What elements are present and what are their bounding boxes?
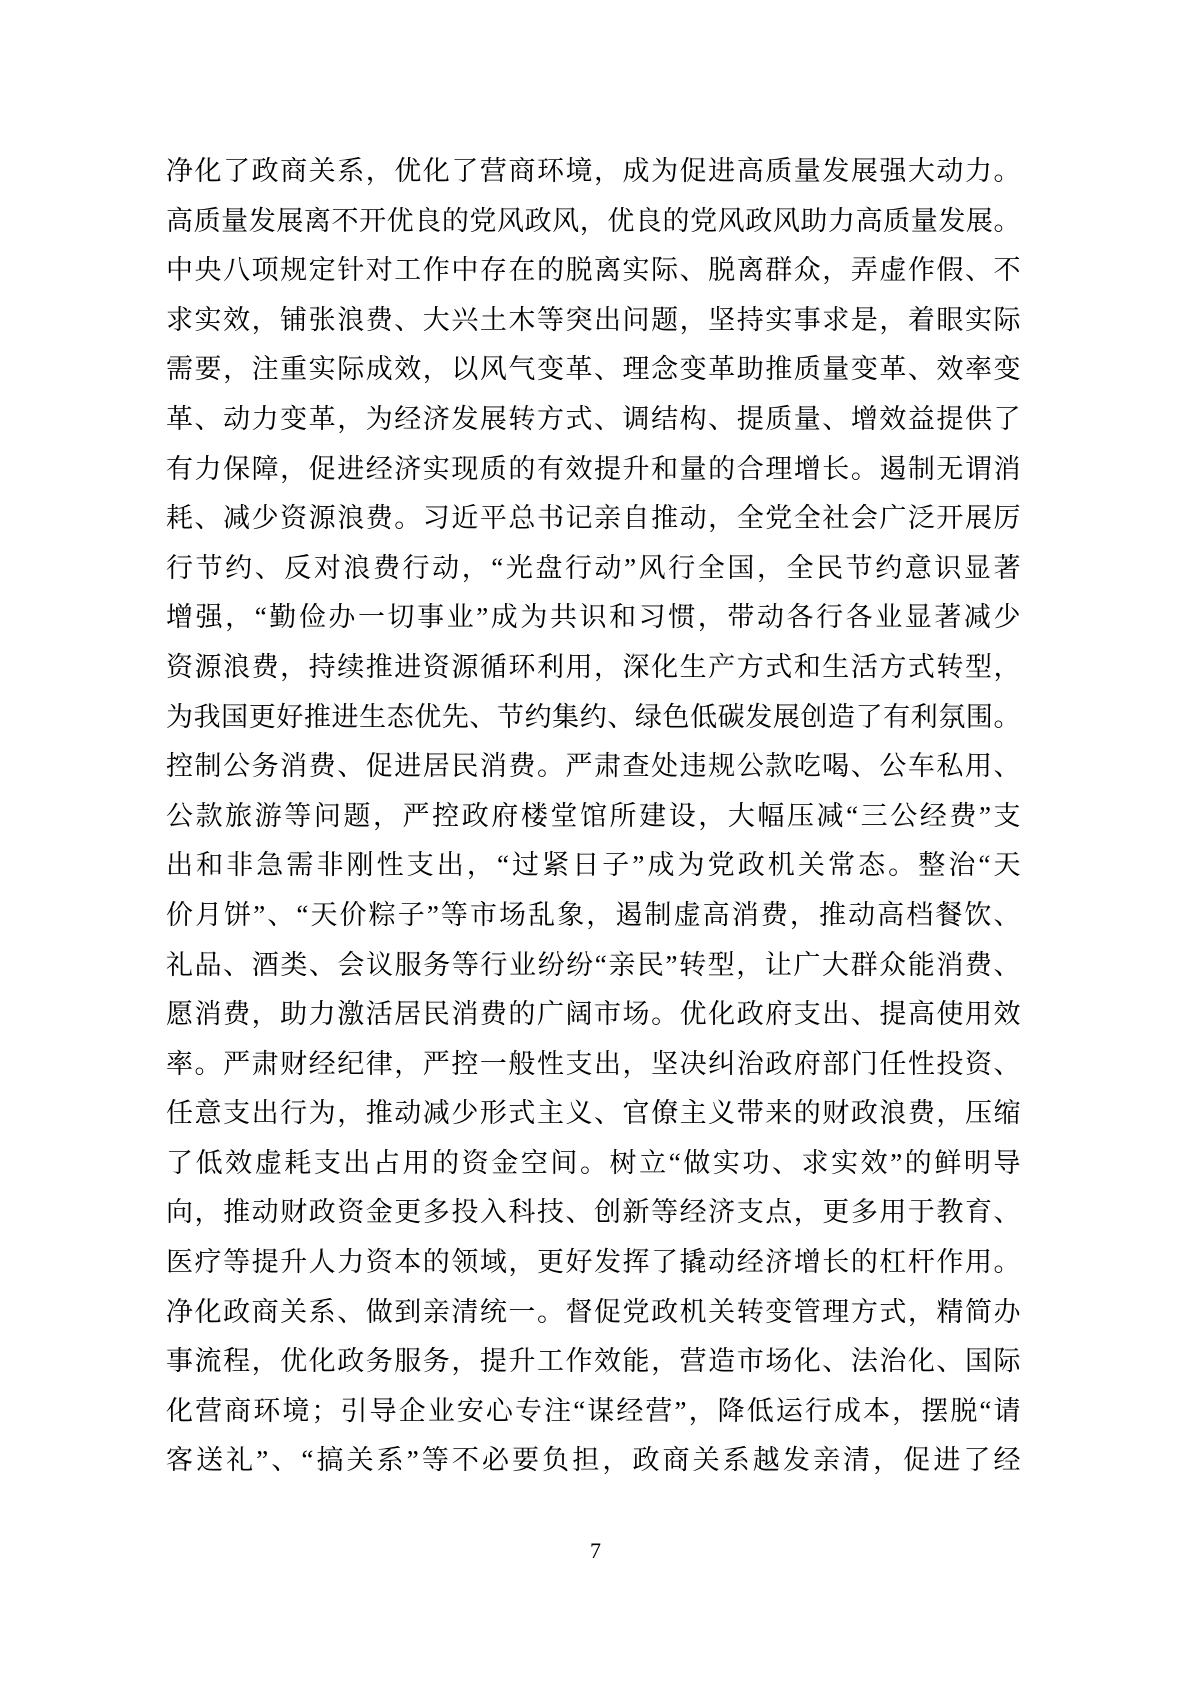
text-line: 价月饼”、“天价粽子”等市场乱象，遏制虚高消费，推动高档餐饮、 bbox=[166, 899, 1021, 930]
text-line: 需要，注重实际成效，以风气变革、理念变革助推质量变革、效率变 bbox=[166, 354, 1021, 385]
text-line: 客送礼”、“搞关系”等不必要负担，政商关系越发亲清，促进了经 bbox=[166, 1445, 1021, 1476]
text-line: 控制公务消费、促进居民消费。严肃查处违规公款吃喝、公车私用、 bbox=[166, 751, 1021, 782]
text-line: 有力保障，促进经济实现质的有效提升和量的合理增长。遏制无谓消 bbox=[166, 453, 1021, 484]
page-footer bbox=[0, 1538, 1191, 1564]
text-line: 医疗等提升人力资本的领域，更好发挥了撬动经济增长的杠杆作用。 bbox=[166, 1247, 1021, 1278]
text-line: 事流程，优化政务服务，提升工作效能，营造市场化、法治化、国际 bbox=[166, 1346, 1021, 1377]
text-line: 公款旅游等问题，严控政府楼堂馆所建设，大幅压减“三公经费”支 bbox=[166, 800, 1021, 831]
text-line: 向，推动财政资金更多投入科技、创新等经济支点，更多用于教育、 bbox=[166, 1197, 1021, 1228]
text-line: 求实效，铺张浪费、大兴土木等突出问题，坚持实事求是，着眼实际 bbox=[166, 304, 1021, 335]
text-line: 率。严肃财经纪律，严控一般性支出，坚决纠治政府部门任性投资、 bbox=[166, 1048, 1021, 1079]
text-line: 革、动力变革，为经济发展转方式、调结构、提质量、增效益提供了 bbox=[166, 403, 1021, 434]
text-line: 为我国更好推进生态优先、节约集约、绿色低碳发展创造了有利氛围。 bbox=[166, 701, 1021, 732]
text-line: 出和非急需非刚性支出，“过紧日子”成为党政机关常态。整治“天 bbox=[166, 850, 1021, 881]
text-line: 资源浪费，持续推进资源循环利用，深化生产方式和生活方式转型， bbox=[166, 651, 1021, 682]
text-line: 了低效虚耗支出占用的资金空间。树立“做实功、求实效”的鲜明导 bbox=[166, 1147, 1021, 1178]
page-number: 7 bbox=[590, 1538, 601, 1563]
text-line: 增强，“勤俭办一切事业”成为共识和习惯，带动各行各业显著减少 bbox=[166, 602, 1021, 633]
text-line: 愿消费，助力激活居民消费的广阔市场。优化政府支出、提高使用效 bbox=[166, 999, 1021, 1030]
text-line: 净化了政商关系，优化了营商环境，成为促进高质量发展强大动力。 bbox=[166, 156, 1021, 186]
document-text bbox=[166, 147, 1021, 1486]
text-line: 礼品、酒类、会议服务等行业纷纷“亲民”转型，让广大群众能消费、 bbox=[166, 949, 1021, 980]
text-line: 耗、减少资源浪费。习近平总书记亲自推动，全党全社会广泛开展厉 bbox=[166, 503, 1021, 534]
text-line: 净化政商关系、做到亲清统一。督促党政机关转变管理方式，精简办 bbox=[166, 1296, 1021, 1327]
text-line: 任意支出行为，推动减少形式主义、官僚主义带来的财政浪费，压缩 bbox=[166, 1098, 1021, 1129]
text-line: 高质量发展离不开优良的党风政风，优良的党风政风助力高质量发展。 bbox=[166, 205, 1021, 236]
text-line: 中央八项规定针对工作中存在的脱离实际、脱离群众，弄虚作假、不 bbox=[166, 255, 1021, 286]
text-line: 行节约、反对浪费行动，“光盘行动”风行全国，全民节约意识显著 bbox=[166, 552, 1021, 583]
text-line: 化营商环境；引导企业安心专注“谋经营”，降低运行成本，摆脱“请 bbox=[166, 1395, 1021, 1426]
